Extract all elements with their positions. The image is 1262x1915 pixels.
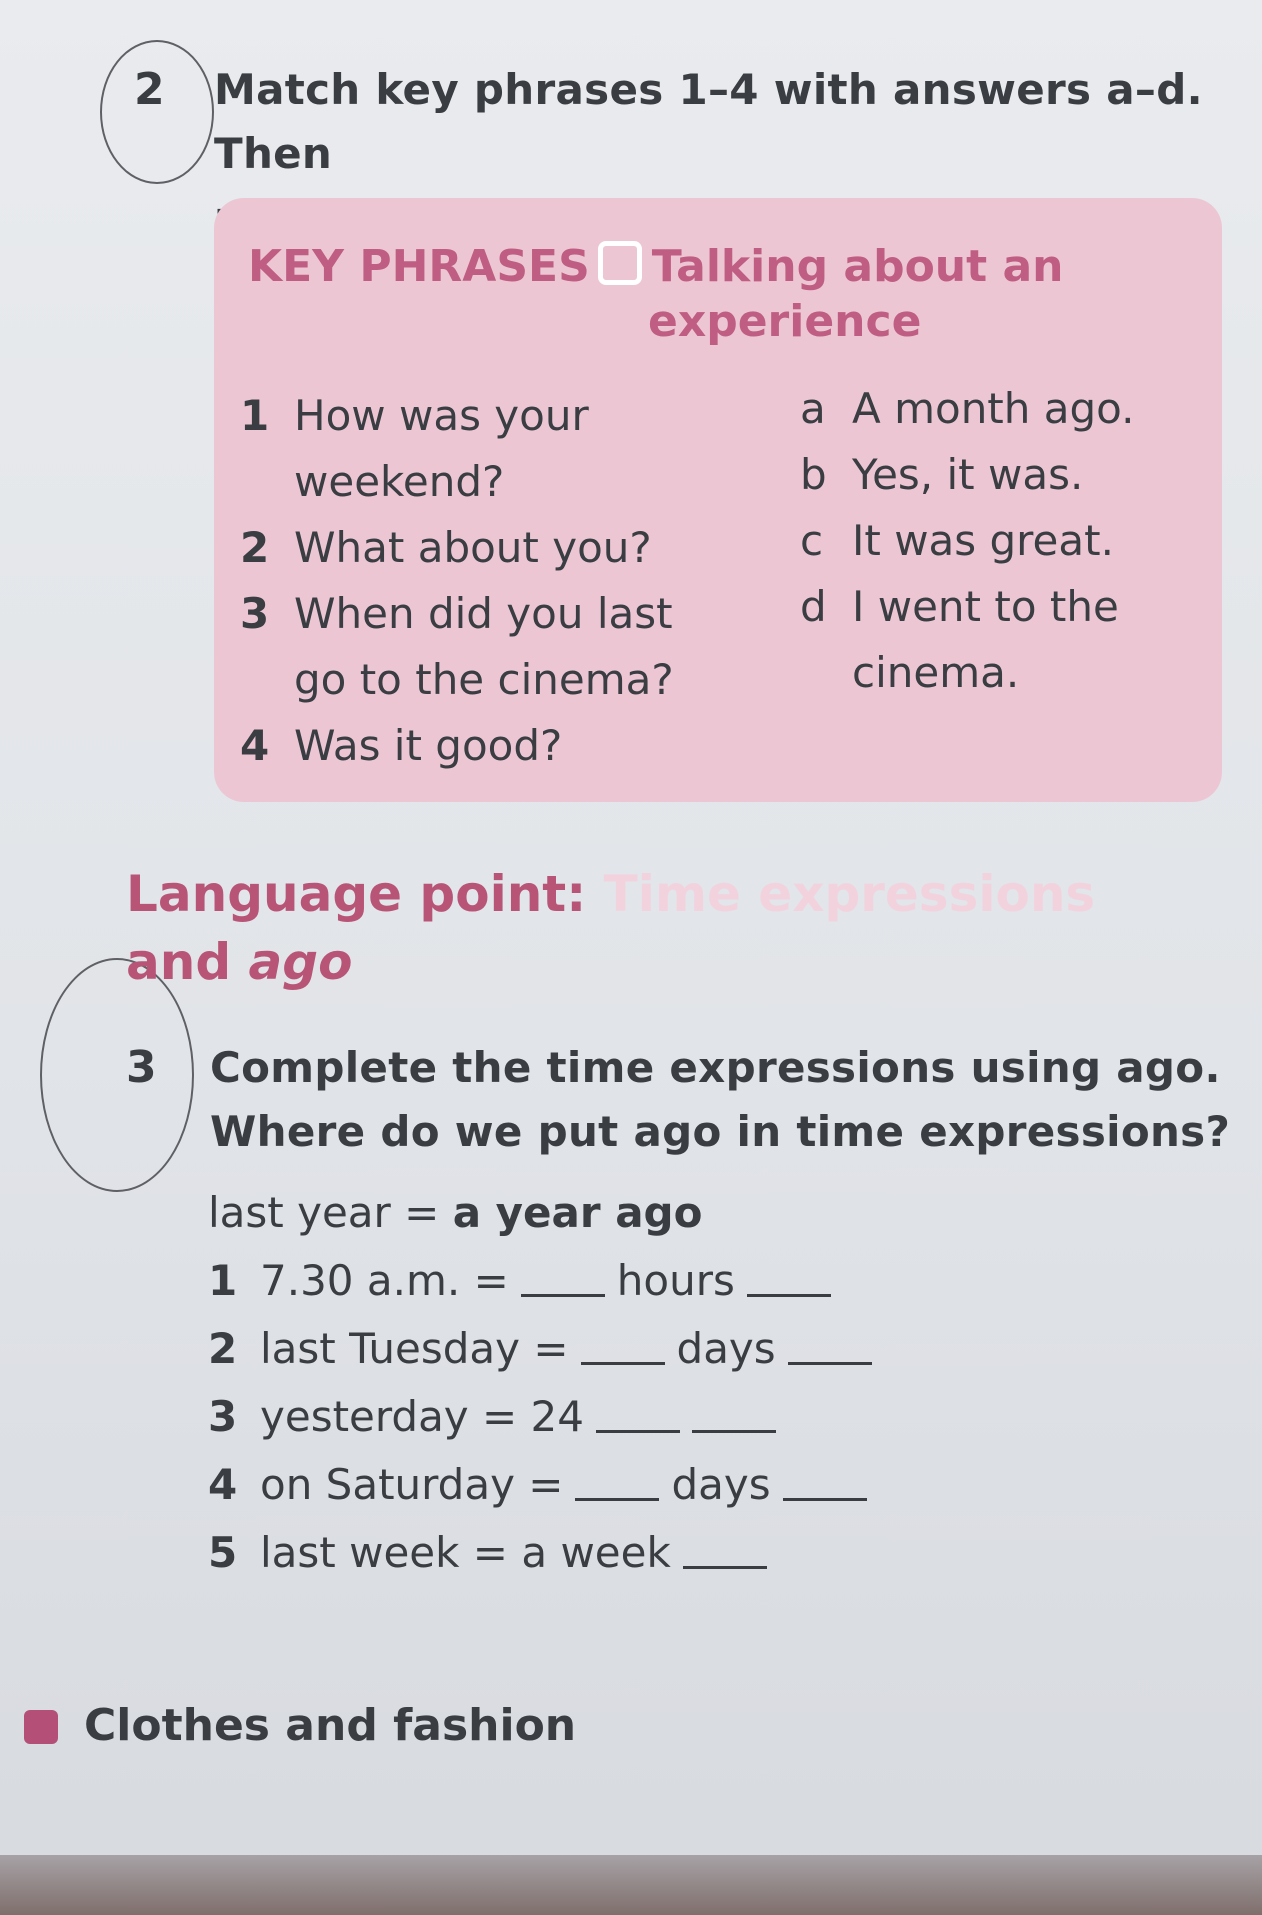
answer-blank[interactable] (788, 1362, 872, 1365)
answer-letter: d (800, 582, 827, 631)
key-phrases-title-line2: experience (648, 296, 922, 347)
item-number: 5 (208, 1528, 238, 1577)
item-number: 2 (208, 1324, 238, 1373)
exercise-3-item-1 (208, 1256, 843, 1305)
item-middle: hours (616, 1256, 735, 1305)
exercise-3-number: 3 (126, 1042, 157, 1093)
key-phrase-number: 1 (240, 391, 270, 440)
answer-text: cinema. (852, 648, 1020, 697)
item-prefix: last Tuesday = (260, 1324, 569, 1373)
item-prefix: yesterday = 24 (260, 1392, 585, 1441)
item-prefix: 7.30 a.m. = (260, 1256, 509, 1305)
footer-label: Clothes and fashion (84, 1700, 577, 1751)
page-edge-shadow (0, 1855, 1262, 1915)
key-phrase-text: How was your (294, 391, 589, 440)
item-middle: days (671, 1460, 771, 1509)
magenta-square-icon (24, 1710, 58, 1744)
key-phrase-3-cont (294, 647, 674, 713)
square-icon (598, 241, 642, 285)
exercise-3-example (208, 1188, 702, 1237)
answer-letter: a (800, 384, 826, 433)
exercise-3-instruction-line2: Where do we put ago in time expressions? (210, 1107, 1231, 1156)
answer-c (800, 508, 1114, 574)
key-phrase-number: 4 (240, 721, 270, 770)
exercise-3-item-4 (208, 1460, 879, 1509)
answer-blank[interactable] (575, 1498, 659, 1501)
exercise-3-instruction-line1: Complete the time expressions using ago. (210, 1043, 1221, 1092)
key-phrase-text: When did you last (294, 589, 673, 638)
exercise-2-number: 2 (134, 64, 165, 115)
key-phrases-title (248, 232, 1064, 302)
example-answer: a year ago (452, 1188, 703, 1237)
answer-text: It was great. (852, 516, 1114, 565)
language-point-title-part1: Language point: (126, 865, 604, 923)
answer-blank[interactable] (521, 1294, 605, 1297)
item-number: 1 (208, 1256, 238, 1305)
example-left: last year = (208, 1188, 453, 1237)
key-phrase-text: Was it good? (294, 721, 563, 770)
answer-blank[interactable] (747, 1294, 831, 1297)
answer-blank[interactable] (581, 1362, 665, 1365)
key-phrase-number: 2 (240, 523, 270, 572)
key-phrase-number: 3 (240, 589, 270, 638)
exercise-3-item-3 (208, 1392, 788, 1441)
key-phrase-text: weekend? (294, 457, 505, 506)
exercise-3-item-2 (208, 1324, 884, 1373)
answer-letter: b (800, 450, 827, 499)
answer-a (800, 376, 1134, 442)
exercise-3-instruction (210, 1036, 1230, 1164)
answer-blank[interactable] (783, 1498, 867, 1501)
exercise-3-item-5 (208, 1528, 779, 1577)
key-phrase-1-cont (294, 449, 504, 515)
language-point-title-italic: ago (248, 933, 353, 991)
answer-blank[interactable] (683, 1566, 767, 1569)
language-point-title (126, 860, 1095, 996)
key-phrase-4 (240, 713, 562, 779)
key-phrase-text: What about you? (294, 523, 652, 572)
answer-b (800, 442, 1083, 508)
section-footer (24, 1700, 576, 1751)
language-point-title-part2: Time expressions (603, 865, 1096, 923)
language-point-title-part3: and (126, 933, 249, 991)
key-phrase-1 (240, 383, 589, 449)
item-number: 3 (208, 1392, 238, 1441)
item-middle: days (676, 1324, 776, 1373)
exercise-2-instruction-line1: Match key phrases 1–4 with answers a–d. Then (214, 65, 1203, 178)
answer-text: I went to the (852, 582, 1119, 631)
answer-d (800, 574, 1119, 640)
key-phrases-title-line1: Talking about an (651, 241, 1064, 292)
answer-blank[interactable] (692, 1430, 776, 1433)
item-prefix: last week = a week (260, 1528, 671, 1577)
answer-d-cont (852, 640, 1019, 706)
key-phrase-text: go to the cinema? (294, 655, 674, 704)
answer-text: Yes, it was. (852, 450, 1084, 499)
item-number: 4 (208, 1460, 238, 1509)
item-prefix: on Saturday = (260, 1460, 564, 1509)
answer-letter: c (800, 516, 824, 565)
key-phrase-3 (240, 581, 673, 647)
answer-blank[interactable] (596, 1430, 680, 1433)
key-phrase-2 (240, 515, 652, 581)
key-phrases-label: KEY PHRASES (248, 241, 590, 292)
answer-text: A month ago. (852, 384, 1135, 433)
